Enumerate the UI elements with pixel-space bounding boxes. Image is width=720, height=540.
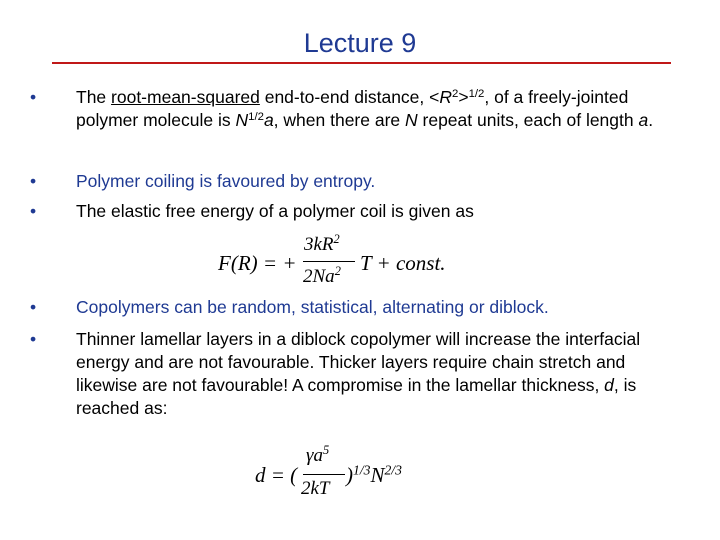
exponent: 1/2 (248, 110, 264, 123)
bullet-text (76, 86, 690, 132)
text-fragment: . (648, 110, 654, 130)
bullet-marker: • (30, 171, 37, 191)
title-underline (52, 62, 671, 64)
text-fragment: end-to-end distance, < (259, 87, 440, 107)
exponent: 2 (452, 87, 459, 100)
eq1-rhs: T + const. (360, 251, 446, 275)
eq1-num-text: 3kR (304, 234, 334, 255)
eq1-denominator (303, 266, 341, 288)
eq2-exponent-2: 2/3 (384, 462, 402, 478)
var-N: N (235, 110, 249, 130)
var-R: R (439, 87, 452, 107)
bullet-copolymers (30, 296, 690, 319)
var-a: a (638, 110, 649, 130)
eq2-num-text: γa (306, 445, 323, 466)
bullet-marker: • (30, 329, 37, 349)
bullet-marker: • (30, 87, 37, 107)
bullet-text: The elastic free energy of a polymer coil is given as (76, 201, 474, 221)
bullet-text: Copolymers can be random, statistical, alternating or diblock. (76, 297, 549, 317)
eq1-den-text: 2Na (303, 266, 335, 287)
exponent: 1/2 (468, 87, 485, 100)
eq1-num-exponent: 2 (333, 232, 340, 247)
text-fragment: Thinner lamellar layers in a diblock copolymer will increase the interfacial energy and are not favourable. Thicker layers require chain stretch and likewise are not favourable! A compromise in the lamellar thickness, (76, 329, 641, 395)
bullet-marker: • (30, 201, 37, 221)
eq1-den-exponent: 2 (334, 264, 341, 279)
bullet-free-energy (30, 200, 690, 223)
eq2-lhs: d = ( (255, 463, 298, 487)
eq1-fraction-bar (303, 261, 355, 262)
eq1-numerator (304, 234, 340, 256)
bullet-text: Polymer coiling is favoured by entropy. (76, 171, 376, 191)
text-fragment: , is reached as: (76, 375, 637, 418)
text-fragment: The (76, 87, 112, 107)
eq2-fraction-bar (303, 474, 345, 475)
bullet-coiling-entropy (30, 170, 690, 193)
eq2-paren: ) (346, 463, 353, 487)
bullet-marker: • (30, 297, 37, 317)
text-fragment: , when there are (273, 110, 405, 130)
bullet-text (76, 328, 690, 420)
eq2-exponent-1: 1/3 (353, 462, 371, 478)
eq2-numerator (306, 445, 329, 467)
underlined-term: root-mean-squared (111, 87, 260, 107)
text-fragment: , of a freely-jointed polymer molecule is (76, 87, 629, 130)
bullet-lamellar (30, 328, 690, 420)
text-fragment: repeat units, each of length (417, 110, 639, 130)
slide-title: Lecture 9 (303, 28, 417, 58)
var-a: a (263, 110, 274, 130)
eq1-lhs: F(R) = + (218, 251, 297, 275)
var-d: d (604, 375, 614, 395)
eq2-denominator: 2kT (301, 478, 330, 499)
bullet-rms-distance (30, 86, 690, 132)
eq2-num-exponent: 5 (323, 443, 330, 458)
text-fragment: > (458, 87, 469, 107)
eq2-var-N: N (370, 463, 385, 487)
var-N: N (405, 110, 418, 130)
eq2-close (346, 463, 402, 488)
